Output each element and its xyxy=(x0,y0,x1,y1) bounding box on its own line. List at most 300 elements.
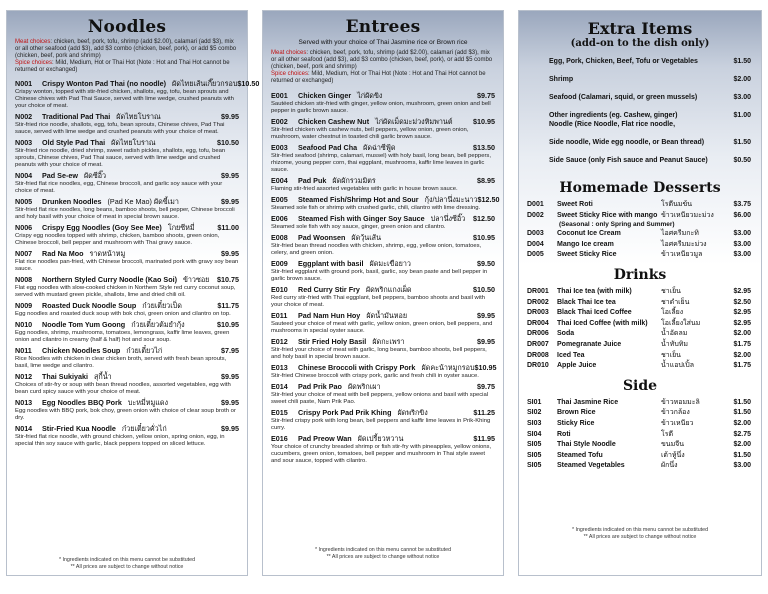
extra-item-price: $1.50 xyxy=(733,139,751,146)
entree-item xyxy=(271,91,495,115)
item-price: $10.50 xyxy=(237,79,260,88)
footnote-prices: ** All prices are subject to change without notice xyxy=(70,563,184,570)
dessert-row xyxy=(527,200,751,211)
item-price: $9.50 xyxy=(477,259,495,268)
extra-item-price xyxy=(725,120,751,129)
item-name: Pad Puk xyxy=(298,176,327,185)
item-thai-name: ผัดพริกแกงเผ็ด xyxy=(365,285,412,294)
extra-item-row xyxy=(549,75,751,84)
row-spacer xyxy=(519,66,761,75)
entree-item xyxy=(271,408,495,432)
item-thai-name: โรตี xyxy=(661,430,674,438)
item-name: Sweet Roti xyxy=(557,201,593,208)
item-name: Rad Na Moo xyxy=(42,249,84,258)
item-price: $2.95 xyxy=(733,309,751,317)
item-description: Stir-fried crispy pork with long bean, bell peppers and kaffir lime leaves in Prik-Khing curry. xyxy=(271,418,491,431)
noodle-item xyxy=(15,346,239,370)
menu-item-header xyxy=(15,112,239,122)
meat-choice-text: : chicken, beef, pork, tofu, shrimp (add $2.00), calamari (add $3), mix or all other seafood (add $3), add $3 combo (chicken, beef, pork), or add $5 combo (chicken, beef, pork and shrimp) xyxy=(271,50,493,70)
footnote-prices: ** All prices are subject to change without notice xyxy=(326,553,440,560)
menu-item-header xyxy=(15,171,239,181)
item-thai-name: ก๋วยเตี๋ยวไก่ xyxy=(126,346,163,355)
item-price: $2.00 xyxy=(733,441,751,449)
noodle-item xyxy=(15,398,239,422)
item-description: Steamed sole fish with soy sauce, ginger, green onion and cilantro. xyxy=(271,224,446,230)
item-price: $10.75 xyxy=(217,275,239,284)
item-name: Traditional Pad Thai xyxy=(42,112,111,121)
extra-item-row xyxy=(549,57,751,66)
item-name: Crispy Wonton Pad Thai (no noodle) xyxy=(42,79,167,88)
item-description: Sautéed chicken stir-fried with ginger, yellow onion, mushroom, green onion and bell pepper in garlic brown sauce. xyxy=(271,101,491,114)
item-description: Stir-fried eggplant with ground pork, basil, garlic, soy bean paste and bell pepper in garlic brown sauce. xyxy=(271,269,488,282)
entrees-spice-choices xyxy=(271,71,495,85)
dessert-row xyxy=(527,211,751,222)
item-code: N001 xyxy=(15,79,33,88)
item-name: Thai Iced Coffee (with milk) xyxy=(557,319,648,327)
entree-item xyxy=(271,233,495,257)
item-code: SI01 xyxy=(527,398,542,406)
item-name: Pad Prik Pao xyxy=(298,382,342,391)
item-thai-name: โกยซีหมี่ xyxy=(167,223,195,232)
entrees-served-note: Served with your choice of Thai Jasmine rice or Brown rice xyxy=(298,39,468,46)
item-description: Stir-fried seafood (shrimp, calamari, mussel) with holy basil, long bean, bell peppers, rhizome, young pepper corn, thai eggplant, mushrooms, kaffir lime leaves in garlic sauce. xyxy=(271,153,492,173)
menu-item-header xyxy=(271,285,495,295)
dessert-list xyxy=(519,200,761,261)
menu-item-header xyxy=(15,398,239,408)
extra-item-row xyxy=(549,156,751,165)
item-name: Mango Ice cream xyxy=(557,240,614,248)
item-price: $8.95 xyxy=(477,176,495,185)
item-code: E003 xyxy=(271,143,288,152)
item-thai-name: ไก่ผัดเม็ดมะม่วงหิมพานต์ xyxy=(375,117,453,126)
item-price: $11.25 xyxy=(473,408,495,417)
item-description: Stir-fried your choice of meat with garlic, long beans, bamboo shoots, bell peppers, and holy basil in special brown sauce. xyxy=(271,347,487,360)
extra-item-price: $1.50 xyxy=(733,58,751,65)
entrees-footnotes xyxy=(263,547,503,560)
item-price: $11.00 xyxy=(217,223,239,232)
item-name: Chinese Broccoli with Crispy Pork xyxy=(298,363,416,372)
item-code: E011 xyxy=(271,311,288,320)
item-price: $2.95 xyxy=(733,287,751,295)
item-code: N010 xyxy=(15,320,33,329)
item-price: $1.50 xyxy=(733,409,751,417)
drink-row xyxy=(527,340,751,351)
item-description: Choices of stir-fry or soup with bean thread noodles, assorted vegetables, egg with bean curd spicy sauce with your choice of meat. xyxy=(15,382,231,395)
extra-item-price: $1.00 xyxy=(733,112,751,119)
item-thai-name: ข้าวหอมมะลิ xyxy=(661,398,700,406)
item-thai-name: ข้าวกล้อง xyxy=(661,409,690,417)
item-name: Black Thai Iced Coffee xyxy=(557,309,632,317)
item-price: $1.50 xyxy=(733,451,751,459)
menu-item-header xyxy=(271,363,495,373)
item-thai-name: ผัดพริกขิง xyxy=(397,408,428,417)
item-description: Stir-fried flat rice noodle, with ground chicken, yellow onion, spring onion, egg, in special thin soy sauce with garlic, black peppers topped on sliced lettuce. xyxy=(15,434,225,447)
item-price: $2.00 xyxy=(733,419,751,427)
drink-row xyxy=(527,351,751,362)
item-code: DR006 xyxy=(527,330,549,338)
noodle-item xyxy=(15,301,239,318)
drinks-title: Drinks xyxy=(613,266,667,283)
item-description: Stir-fried bean thread noodles with chicken, shrimp, egg, yellow onion, tomatoes, celery, and green onion. xyxy=(271,243,482,256)
menu-item-header xyxy=(15,372,239,382)
item-code: N013 xyxy=(15,398,33,407)
item-thai-name: ข้าวเหนียวมะม่วง xyxy=(661,211,714,219)
item-name: Northern Styled Curry Noodle (Kao Soi) xyxy=(42,275,177,284)
item-thai-name: ผัดกะเพรา xyxy=(372,337,405,346)
item-code: N008 xyxy=(15,275,33,284)
item-thai-name: ก๋วยเตี๋ยวคั่วไก่ xyxy=(121,424,167,433)
menu-item-header xyxy=(15,197,239,207)
item-price: $9.95 xyxy=(221,398,239,407)
item-description: Stir-fried your choice of meat with bell peppers, yellow onions and basil with special sweet chili paste, Nam Prik Pao. xyxy=(271,392,489,405)
menu-item-header xyxy=(15,320,239,330)
item-code: D004 xyxy=(527,240,544,248)
item-code: D005 xyxy=(527,251,544,259)
item-code: E012 xyxy=(271,337,288,346)
item-thai-name: ราดหน้าหมู xyxy=(89,249,126,258)
item-name: Stir-Fried Kua Noodle xyxy=(42,424,116,433)
drink-row xyxy=(527,361,751,372)
item-name: Steamed Fish with Ginger Soy Sauce xyxy=(298,214,425,223)
item-thai-name: บะหมี่หมูแดง xyxy=(127,398,169,407)
item-code: DR008 xyxy=(527,351,549,359)
extra-item-price: $0.50 xyxy=(733,157,751,164)
item-name: Steamed Fish/Shrimp Hot and Sour xyxy=(298,195,419,204)
meat-choice-label: Meat choices xyxy=(15,39,51,45)
menu-item-header xyxy=(271,91,495,101)
item-description: Egg noodles and roasted duck soup with bok choi, green onion and cilantro on top. xyxy=(15,311,231,317)
item-name: Roti xyxy=(557,430,571,438)
menu-item-header xyxy=(271,311,495,321)
item-code: N004 xyxy=(15,171,33,180)
item-thai-name: ก๋วยเตี๋ยวต้มยำกุ้ง xyxy=(131,320,185,329)
item-description: Stir-fried rice noodle, shallots, egg, tofu, bean sprouts, Chinese chives, Pad Thai sauce, served with lime wedge and crushed peanuts with your choice of meat. xyxy=(15,122,225,135)
item-thai-name: ผัดผักรวมมิตร xyxy=(332,176,376,185)
item-price: $12.50 xyxy=(477,195,500,204)
item-thai-name: ไก่ผัดขิง xyxy=(357,91,383,100)
item-name: Drunken Noodles xyxy=(42,197,102,206)
noodle-item xyxy=(15,112,239,136)
noodles-panel xyxy=(6,10,260,576)
item-name: Steamed Vegetables xyxy=(557,462,625,470)
item-thai-name: ผัดมะเขือยาว xyxy=(369,259,411,268)
item-thai-name: ผัดไทยเส้นเกี๊ยวกรอบ xyxy=(172,79,238,88)
item-description: Sauteed your choice of meat with garlic, yellow onion, green onion, bell peppers, and mushrooms in special oyster sauce. xyxy=(271,321,493,334)
item-description: Stir-fried chicken with cashew nuts, bell peppers, yellow onion, green onion, mushroom, water chestnut in toasted chili garlic brown sauce. xyxy=(271,127,469,140)
extras-subtitle: (add-on to the dish only) xyxy=(570,38,710,49)
item-price: $2.95 xyxy=(733,319,751,327)
footnote-ingredients: * Ingredients indicated on this menu cannot be substituted xyxy=(314,547,452,553)
item-code: D002 xyxy=(527,211,544,219)
item-code: SI05 xyxy=(527,462,542,470)
item-price: $9.75 xyxy=(477,91,495,100)
item-description: Egg noodles, shrimp, mushrooms, tomatoes, lemongrass, kaffir lime leaves, green onion and cilantro in creamy (half & half) hot and sour soup. xyxy=(15,330,230,343)
item-name: Soda xyxy=(557,330,575,338)
menu-item-header xyxy=(271,143,495,153)
entree-item xyxy=(271,382,495,406)
entree-item xyxy=(271,259,495,283)
item-thai-name: ผัดฉ่าซีฟู้ด xyxy=(363,143,396,152)
item-code: SI04 xyxy=(527,430,542,438)
menu-item-header xyxy=(15,424,239,434)
item-code: D003 xyxy=(527,230,544,238)
item-name: Crispy Egg Noodles (Goy See Mee) xyxy=(42,223,162,232)
item-price: $9.95 xyxy=(221,112,239,121)
item-code: SI05 xyxy=(527,451,542,459)
noodle-item xyxy=(15,197,239,221)
footnote-prices: ** All prices are subject to change without notice xyxy=(583,533,697,540)
drink-row xyxy=(527,329,751,340)
item-price: $3.00 xyxy=(733,240,751,248)
dessert-row xyxy=(527,250,751,261)
item-name: Egg Noodles BBQ Pork xyxy=(42,398,122,407)
item-code: E006 xyxy=(271,214,288,223)
extra-list xyxy=(519,57,761,174)
meat-choice-text: : chicken, beef, pork, tofu, shrimp (add $2.00), calamari (add $3), mix or all other seafood (add $3), add $3 combo (chicken, beef, pork), or add $5 combo (chicken, beef, pork and shrimp) xyxy=(15,39,237,59)
menu-item-header xyxy=(15,223,239,233)
menu-item-header xyxy=(15,275,239,285)
item-thai-name: ไอศครีมกะทิ xyxy=(661,230,699,238)
noodle-item xyxy=(15,424,239,448)
footnote-ingredients: * Ingredients indicated on this menu cannot be substituted xyxy=(571,527,709,533)
row-spacer xyxy=(519,147,761,156)
item-name: Apple Juice xyxy=(557,362,597,370)
item-code: N005 xyxy=(15,197,33,206)
item-code: DR007 xyxy=(527,340,549,348)
noodle-item xyxy=(15,171,239,195)
noodles-footnotes xyxy=(7,557,247,570)
item-thai-name: ผัดพริกเผา xyxy=(347,382,381,391)
side-row xyxy=(527,398,751,409)
item-thai-name: ชาเย็น xyxy=(661,351,681,359)
noodle-item xyxy=(15,249,239,273)
spice-choice-label: Spice choices xyxy=(271,71,309,77)
item-name: Black Thai Ice tea xyxy=(557,298,616,306)
item-code: SI03 xyxy=(527,419,542,427)
item-price: $10.50 xyxy=(473,285,495,294)
item-code: N006 xyxy=(15,223,33,232)
item-name: Pad Woonsen xyxy=(298,233,346,242)
side-footnotes xyxy=(519,527,761,540)
noodle-item xyxy=(15,138,239,169)
item-price: $11.75 xyxy=(217,301,239,310)
item-thai-name: ขนมจีน xyxy=(661,441,685,449)
item-thai-name: น้ำทับทิม xyxy=(661,340,689,348)
item-name: Stir Fried Holy Basil xyxy=(298,337,367,346)
item-thai-name: ผัดวุ้นเส้น xyxy=(351,233,381,242)
item-price: $9.95 xyxy=(477,337,495,346)
entrees-panel xyxy=(262,10,504,576)
item-price: $3.75 xyxy=(733,201,751,208)
item-name: Sweet Sticky Rice with mango xyxy=(557,211,658,219)
noodles-meat-choices xyxy=(15,39,239,60)
item-name: Pad Preow Wan xyxy=(298,434,352,443)
item-thai-name: ข้าวเหนียว xyxy=(661,419,694,427)
menu-item-header xyxy=(15,138,239,148)
entree-item xyxy=(271,434,495,465)
seasonal-note: (Seasonal : only Spring and Summer) xyxy=(559,221,675,229)
item-name: Seafood Pad Cha xyxy=(298,143,358,152)
item-description: Flat rice noodles pan-fried, with Chinese broccoli, marinated pork with gravy soy bean sauce. xyxy=(15,259,239,272)
menu-item-header xyxy=(271,195,500,205)
item-description: Red curry stir-fried with Thai eggplant, bell peppers, bamboo shoots and basil with your choice of meat. xyxy=(271,295,486,308)
entree-item xyxy=(271,337,495,361)
row-spacer xyxy=(519,84,761,93)
item-code: E013 xyxy=(271,363,288,372)
item-name: Chicken Noodles Soup xyxy=(42,346,121,355)
entree-list xyxy=(263,91,503,465)
entree-item xyxy=(271,363,495,380)
item-name: Thai Sukiyaki xyxy=(42,372,88,381)
dessert-row xyxy=(527,240,751,251)
item-code: DR003 xyxy=(527,309,549,317)
side-row xyxy=(527,419,751,430)
item-code: E001 xyxy=(271,91,288,100)
item-name: Thai Style Noodle xyxy=(557,441,616,449)
item-price: $13.50 xyxy=(473,143,495,152)
menu-item-header xyxy=(15,249,239,259)
side-row xyxy=(527,440,751,451)
item-name: Sweet Sticky Rice xyxy=(557,251,617,259)
item-thai-name: โอเลี้ยงใส่นม xyxy=(661,319,701,327)
item-code: N012 xyxy=(15,372,33,381)
extra-item-price: $2.00 xyxy=(733,76,751,83)
spice-choice-label: Spice choices xyxy=(15,60,53,66)
item-price: $2.00 xyxy=(733,351,751,359)
dessert-row xyxy=(527,229,751,240)
drink-row xyxy=(527,308,751,319)
menu-item-header xyxy=(271,117,495,127)
menu-item-header xyxy=(271,259,495,269)
item-name: Noodle Tom Yum Goong xyxy=(42,320,126,329)
menu-item-header xyxy=(271,382,495,392)
item-name: Pad Nam Hun Hoy xyxy=(298,311,361,320)
item-thai-name: ผัดน้ำมันหอย xyxy=(366,311,408,320)
item-name: Coconut Ice Cream xyxy=(557,230,621,238)
item-description: Stir-fried rice noodle, dried shrimp, sweet radish pickles, shallots, egg, tofu, bean sprouts, Chinese chives, Pad Thai sauce, served with lime wedge and crushed peanuts with your choice of meat. xyxy=(15,148,226,168)
item-thai-name: ไอศครีมมะม่วง xyxy=(661,240,707,248)
item-price: $9.95 xyxy=(221,249,239,258)
menu-item-header xyxy=(271,337,495,347)
item-thai-name: โอเลี้ยง xyxy=(661,309,684,317)
item-thai-name: เต้าหู้นึ่ง xyxy=(661,451,685,459)
item-code: E010 xyxy=(271,285,288,294)
item-thai-name: ชาเย็น xyxy=(661,287,681,295)
item-price: $9.95 xyxy=(221,197,239,206)
side-row xyxy=(527,408,751,419)
entree-item xyxy=(271,176,495,193)
item-thai-name: ผัดซีอิ๊ว xyxy=(83,171,107,180)
menu-item-header xyxy=(15,301,239,311)
noodle-list xyxy=(7,79,260,448)
extra-item-name: Side noodle, Wide egg noodle, or Bean thread) xyxy=(549,139,705,146)
item-price: $10.95 xyxy=(217,320,239,329)
noodle-item xyxy=(15,223,239,247)
item-description: Crispy wonton, topped with stir-fried chicken, shallots, egg, tofu, bean sprouts and Chinese chives with Pad Thai Sauce, served with lime wedge, crushed peanuts with your choice of meat. xyxy=(15,89,234,109)
extra-item-row xyxy=(549,93,751,102)
item-name: Old Style Pad Thai xyxy=(42,138,106,147)
item-thai-name: น้ำแอปเปิ้ล xyxy=(661,362,695,370)
item-code: DR010 xyxy=(527,362,549,370)
item-price: $3.00 xyxy=(733,462,751,470)
item-price: $1.75 xyxy=(733,362,751,370)
desserts-title: Homemade Desserts xyxy=(559,180,721,196)
item-price: $9.95 xyxy=(221,424,239,433)
item-code: N002 xyxy=(15,112,33,121)
item-name: Roasted Duck Noodle Soup xyxy=(42,301,137,310)
noodle-item xyxy=(15,320,239,344)
item-price: $1.75 xyxy=(733,340,751,348)
row-spacer xyxy=(519,102,761,111)
item-name: Sticky Rice xyxy=(557,419,595,427)
item-name: Brown Rice xyxy=(557,409,596,417)
extra-item-row xyxy=(549,138,751,147)
item-price: $11.95 xyxy=(473,434,495,443)
item-price: $9.75 xyxy=(477,382,495,391)
item-price: $1.50 xyxy=(733,398,751,406)
extras-title: Extra Items xyxy=(587,19,693,38)
item-name: Iced Tea xyxy=(557,351,585,359)
footnote-ingredients: * Ingredients indicated on this menu cannot be substituted xyxy=(58,557,196,563)
extra-item-name: Noodle (Rice Noodle, Flat rice noodle, xyxy=(549,121,676,128)
item-name: Chicken Ginger xyxy=(298,91,352,100)
item-thai-name: โรตีนมข้น xyxy=(661,201,693,208)
extra-item-price: $3.00 xyxy=(733,94,751,101)
item-description: Flat egg noodles with slow-cooked chicken in Northern Style red curry coconut soup, served with mustard green pickle, shallots, lime and dried chili oil. xyxy=(15,285,236,298)
item-code: N003 xyxy=(15,138,33,147)
item-price: $3.00 xyxy=(733,230,751,238)
item-code: E014 xyxy=(271,382,288,391)
row-spacer xyxy=(519,165,761,174)
item-thai-name: ผักนึ่ง xyxy=(661,462,678,470)
entree-item xyxy=(271,285,495,309)
item-code: N007 xyxy=(15,249,33,258)
drink-list xyxy=(519,287,761,372)
item-price: $3.00 xyxy=(733,251,751,259)
extra-item-name: Seafood (Calamari, squid, or green mussels) xyxy=(549,94,698,101)
item-name: Chicken Cashew Nut xyxy=(298,117,370,126)
noodles-title: Noodles xyxy=(87,17,167,37)
side-row xyxy=(527,430,751,441)
entree-item xyxy=(271,214,495,231)
item-price: $9.95 xyxy=(477,311,495,320)
item-name: Red Curry Stir Fry xyxy=(298,285,360,294)
item-description: Your choice of crunchy breaded shrimp or fish stir-fry with pineapples, yellow onions, cucumbers, green onion, tomatoes, bell pepper and mushroom in Thai style sweet and sour sauce, topped with cilantro. xyxy=(271,444,492,464)
item-price: $10.95 xyxy=(473,117,495,126)
item-code: D001 xyxy=(527,201,544,208)
item-code: E016 xyxy=(271,434,288,443)
item-code: DR004 xyxy=(527,319,549,327)
entree-item xyxy=(271,143,495,174)
item-thai-name: ชาดำเย็น xyxy=(661,298,690,306)
item-name: Eggplant with basil xyxy=(298,259,364,268)
spice-choice-text: : Mild, Medium, Hot or Thai Hot (Note : Hot and Thai Hot cannot be returned or exchanged) xyxy=(15,60,230,73)
item-price: $9.95 xyxy=(221,171,239,180)
item-price: $7.95 xyxy=(221,346,239,355)
noodle-item xyxy=(15,275,239,299)
item-code: DR001 xyxy=(527,287,549,295)
item-description: Stir-fried Chinese broccoli with crispy pork, garlic and fresh chili in oyster sauce. xyxy=(271,373,479,379)
item-thai-name: ผัดคะน้าหมูกรอบ xyxy=(421,363,475,372)
item-price: $6.00 xyxy=(733,211,751,219)
item-name: Crispy Pork Pad Prik Khing xyxy=(298,408,392,417)
item-price: $2.75 xyxy=(733,430,751,438)
item-price: $10.95 xyxy=(473,233,495,242)
menu-item-header xyxy=(271,176,495,186)
item-name: Thai Ice tea (with milk) xyxy=(557,287,632,295)
menu-item-header xyxy=(271,233,495,243)
item-description: Stir-fried flat rice noodles, long beans, bamboo shoots, bell pepper, Chinese broccoli and holy basil with your choice of meat in special brown sauce. xyxy=(15,207,235,220)
